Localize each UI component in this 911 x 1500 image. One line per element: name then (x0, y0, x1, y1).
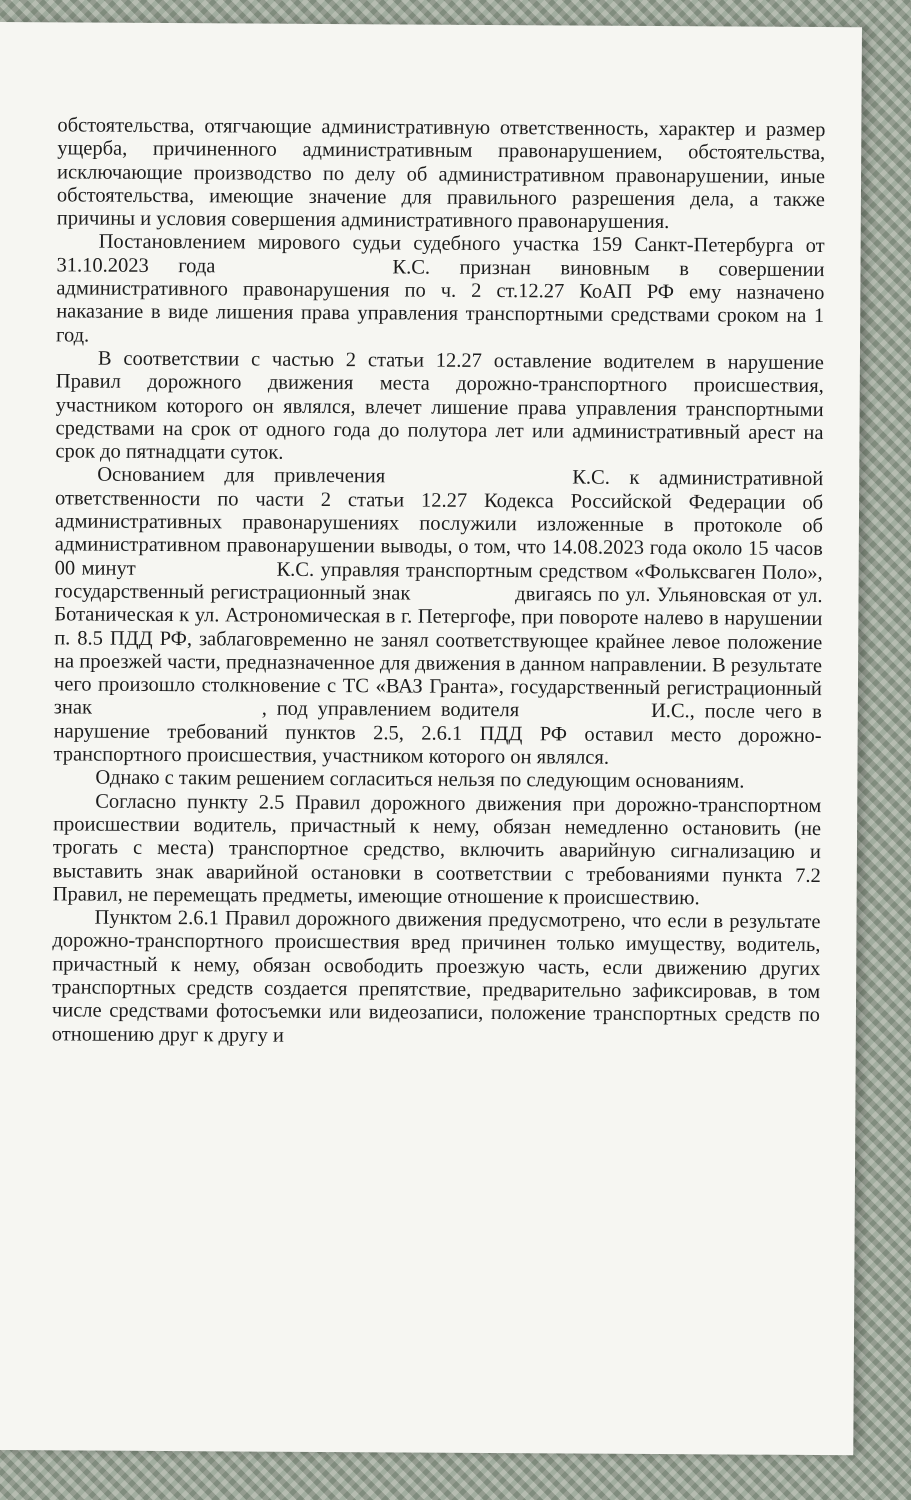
paragraph-3 (55, 347, 824, 468)
paragraph-4-text-e: , под управлением водителя (261, 698, 520, 722)
redacted-plate-gap (417, 599, 509, 600)
paragraph-4-text-f: И.С., после чего в нарушение требований пунктов 2.5, 2.6.1 ПДД РФ оставил место дорожно-транспортного происшествия, участником которого он являлся. (53, 700, 822, 769)
document-page (0, 22, 862, 1455)
paragraph-6-text: Согласно пункту 2.5 Правил дорожного движения при дорожно-транспортном происшествии водитель, причастный к нему, обязан немедленно остановить (не трогать с места) транспортное средство, включить аварийную сигнализацию и выставить знак аварийной остановки в соответствии с требованиями пункта 7.2 Правил, не перемещать предметы, имеющие отношение к происшествию. (52, 790, 822, 910)
paragraph-2-text-b: К.С. признан виновным в совершении административного правонарушения по ч. 2 ст.12.27 КоАП РФ ему назначено наказание в виде лишения права управления транспортными средствами сроком на 1 год. (56, 256, 825, 347)
paragraph-7-text: Пунктом 2.6.1 Правил дорожного движения предусмотрено, что если в результате дорожно-транспортного происшествия вред причинен только имуществу, водитель, причастный к нему, обязан освободить проезжую часть, если движению других транспортных средств создается препятствие, предварительно зафиксировав, в том числе средствами фотосъемки или видеозаписи, положение транспортных средств по отношению друг к другу и (51, 906, 821, 1047)
paragraph-1-text: обстоятельства, отягчающие административную ответственность, характер и размер ущерба, причиненного административным правонарушением, обстоятельства, исключающие производство по делу об административном правонарушении, иные обстоятельства, имеющие значение для правильного разрешения дела, а также причины и условия совершения административного правонарушения. (56, 114, 826, 234)
paragraph-2-text-a: Постановлением мирового судьи судебного участка 159 Санкт-Петербурга от 31.10.2023 года (56, 231, 825, 278)
paragraph-4-text-c: К.С. управляя транспортным средством «Фольксваген Поло», государственный регистрационный знак (54, 558, 823, 605)
paragraph-4-text-d: двигаясь по ул. Ульяновская от ул. Ботаническая к ул. Астрономическая в г. Петергофе, при повороте налево в нарушении п. 8.5 ПДД РФ, заблаговременно не занял соответствующее крайнее левое положение на проезжей части, предназначенное для движения в данном направлении. В результате чего произошло столкновение с ТС «ВАЗ Гранта», государственный регистрационный знак (53, 583, 823, 719)
redacted-name-gap (142, 575, 270, 576)
paragraph-2 (56, 231, 825, 352)
redacted-name-gap (245, 272, 363, 273)
redacted-name-gap (529, 717, 641, 718)
paragraph-4 (53, 464, 823, 772)
redacted-plate-gap (102, 714, 252, 715)
paragraph-6 (53, 790, 822, 911)
paragraph-4-text-a: Основанием для привлечения (97, 464, 386, 488)
paragraph-5-text: Однако с таким решением согласиться нельзя по следующим основаниям. (95, 766, 745, 793)
paragraph-3-text: В соответствии с частью 2 статьи 12.27 оставление водителем в нарушение Правил дорожного движения места дорожно-транспортного происшествия, участником которого он являлся, влечет лишение права управления транспортными средствами на срок от одного года до полутора лет или административный арест на срок до пятнадцати суток. (55, 347, 824, 464)
paragraph-7 (52, 906, 821, 1050)
paragraph-1 (57, 114, 826, 235)
redacted-name-gap (405, 483, 553, 484)
paragraph-4-text-b: К.С. к административной ответственности по части 2 статьи 12.27 Кодекса Российской Федерации об административных правонарушениях послужили изложенные в протоколе об административном правонарушении выводы, о том, что 14.08.2023 года около 15 часов 00 минут (54, 466, 824, 580)
document-body (52, 114, 826, 1051)
